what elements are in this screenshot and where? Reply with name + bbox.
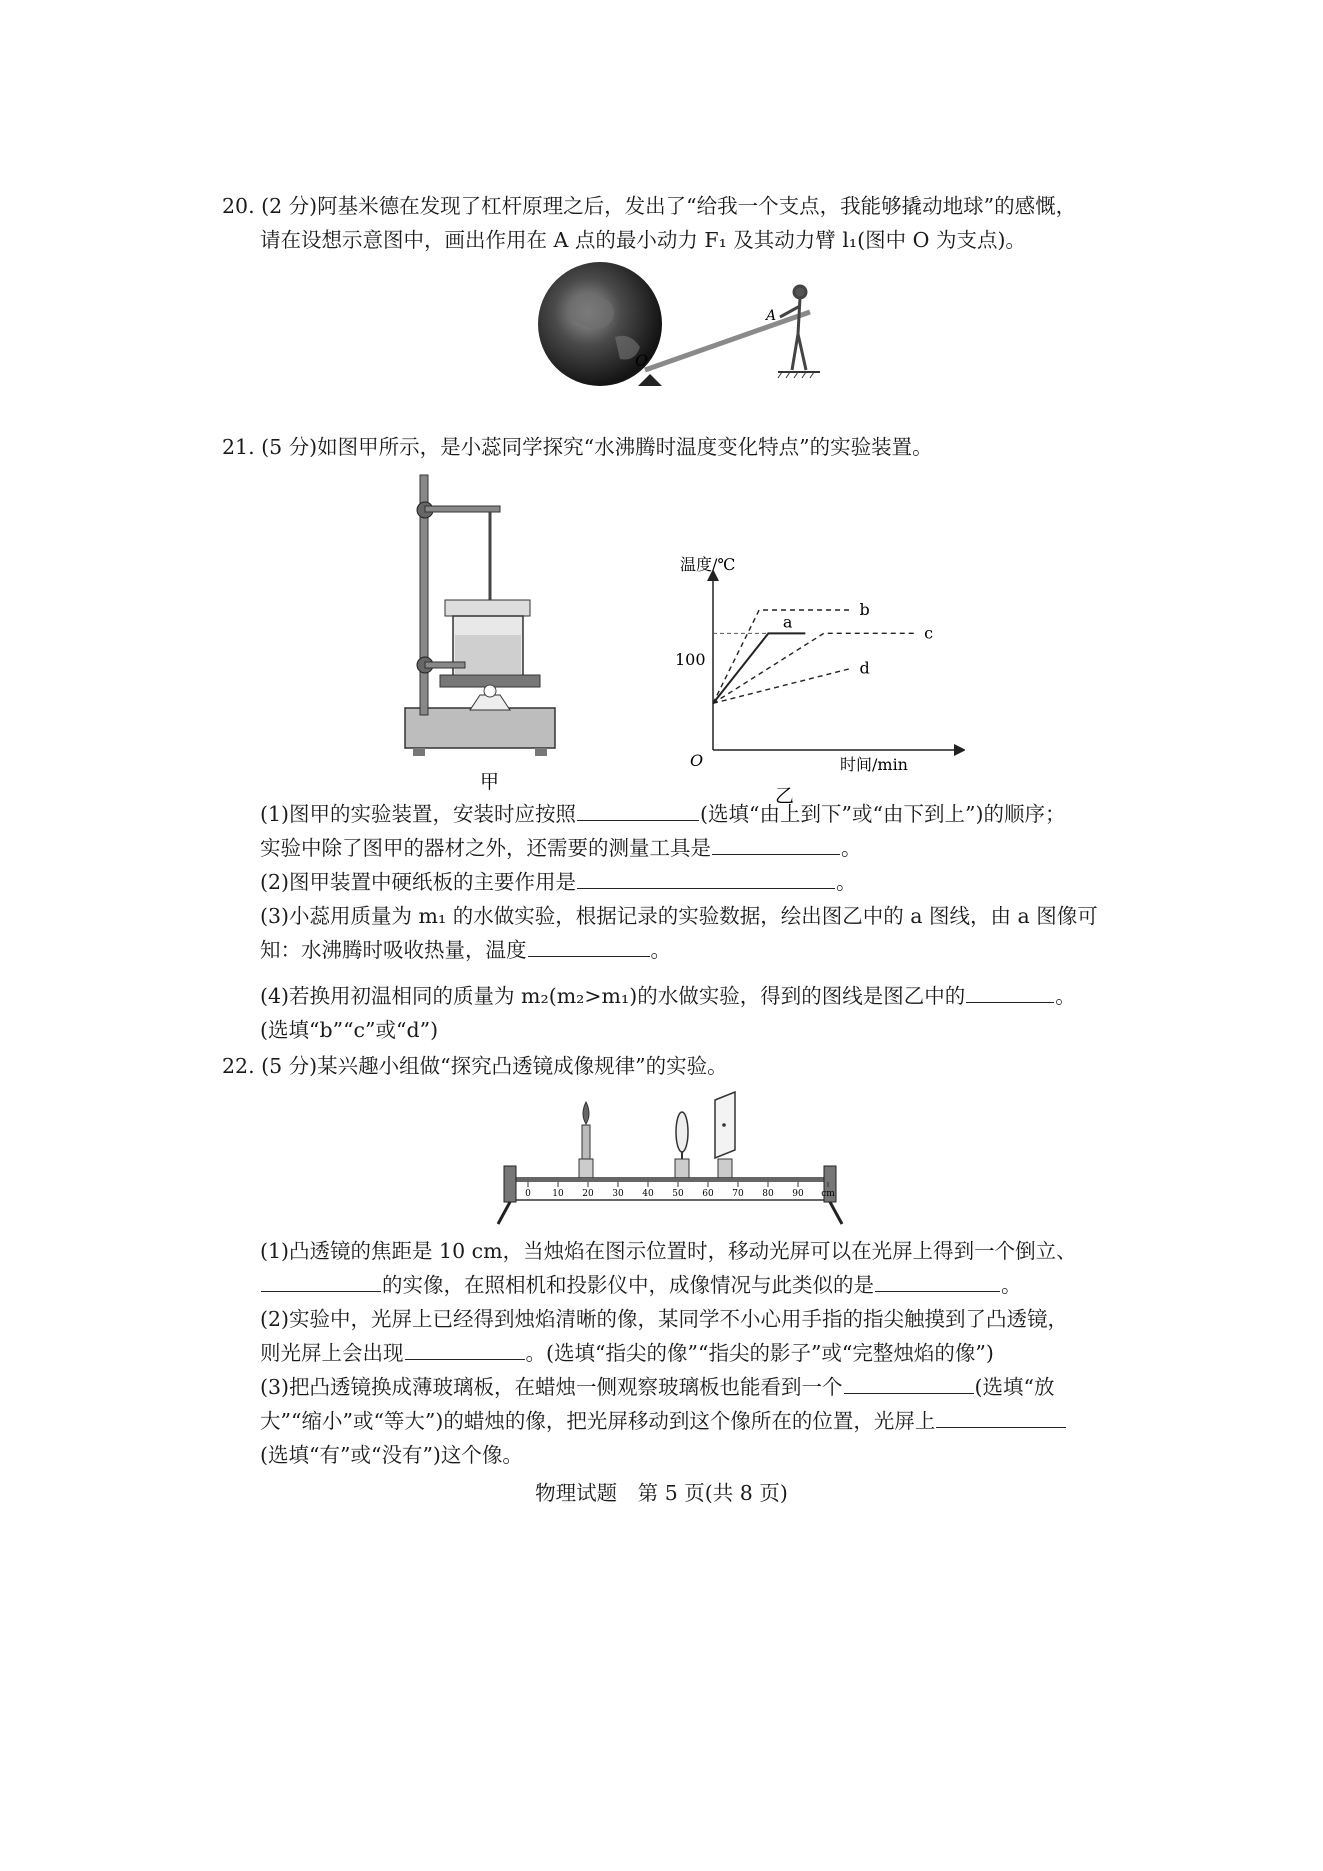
q21-intro: 21. (5 分)如图甲所示，是小蕊同学探究“水沸腾时温度变化特点”的实验装置。 [222, 435, 933, 459]
series-label-a: a [782, 612, 793, 632]
q22-p3b-pre: 大”“缩小”或“等大”)的蜡烛的像，把光屏移动到这个像所在的位置，光屏上 [260, 1409, 936, 1433]
q21-blank-5[interactable] [966, 982, 1054, 1003]
chart-xlabel: 时间/min [840, 755, 908, 774]
ruler-tick-label: 90 [792, 1189, 804, 1199]
q22-p1b-post: 。 [1001, 1273, 1022, 1297]
ruler-tick-label: cm [821, 1189, 835, 1199]
caption-jia: 甲 [480, 771, 500, 793]
page-footer: 物理试题 第 5 页(共 8 页) [535, 1481, 788, 1505]
q21-blank-3[interactable] [577, 868, 835, 889]
ruler-tick-label: 40 [642, 1189, 654, 1199]
q22-p2b-post: 。(选填“指尖的像”“指尖的影子”或“完整烛焰的像”) [525, 1341, 994, 1365]
q21-p1b-pre: 实验中除了图甲的器材之外，还需要的测量工具是 [260, 836, 711, 860]
q21-p1a [260, 800, 1065, 828]
q22-p3a-pre: (3)把凸透镜换成薄玻璃板，在蜡烛一侧观察玻璃板也能看到一个 [260, 1375, 843, 1399]
candle [582, 1125, 590, 1159]
optical-bench-figure [490, 1080, 860, 1230]
q21-p2-pre: (2)图甲装置中硬纸板的主要作用是 [260, 870, 577, 894]
q20-line2: 请在设想示意图中，画出作用在 A 点的最小动力 F₁ 及其动力臂 l₁(图中 O 为支点)。 [260, 228, 1026, 252]
label-O: O [635, 351, 649, 370]
series-line-d [713, 668, 851, 703]
q21-blank-4[interactable] [528, 936, 650, 957]
q21-p3b-pre: 知：水沸腾时吸收热量，温度 [260, 938, 527, 962]
q21-blank-1[interactable] [577, 800, 699, 821]
q20-line1: 20. (2 分)阿基米德在发现了杠杆原理之后，发出了“给我一个支点，我能够撬动地球”的感慨， [222, 194, 1077, 218]
ruler-tick-label: 20 [582, 1189, 594, 1199]
ruler-tick-label: 80 [762, 1189, 774, 1199]
q21-p4a-post: 。 [1055, 984, 1076, 1008]
series-label-b: b [859, 600, 870, 619]
chart-origin: O [690, 751, 704, 770]
q21-p1b-post: 。 [841, 836, 862, 860]
q21-blank-2[interactable] [712, 834, 840, 855]
caption-yi: 乙 [775, 785, 795, 807]
series-label-c: c [924, 623, 934, 643]
series-line-c [713, 633, 916, 703]
q22-blank-5[interactable] [936, 1407, 1066, 1428]
ruler-tick-label: 70 [732, 1189, 744, 1199]
ruler-tick-label: 30 [612, 1189, 624, 1199]
ruler-tick-label: 0 [525, 1189, 531, 1199]
q22-p2b-pre: 则光屏上会出现 [260, 1341, 404, 1365]
q22-p3a-post: (选填“放 [974, 1375, 1055, 1399]
fulcrum [638, 374, 662, 386]
q22-p2b [260, 1339, 994, 1367]
q22-p3b [260, 1407, 1067, 1435]
q21-p2-post: 。 [836, 870, 857, 894]
series-label-d: d [859, 658, 870, 678]
chart-ytick-100: 100 [675, 650, 706, 669]
lever-earth-figure [530, 262, 850, 392]
series-line-a [713, 633, 805, 703]
q22-p3c: (选填“有”或“没有”)这个像。 [260, 1443, 523, 1467]
q21-p3a: (3)小蕊用质量为 m₁ 的水做实验，根据记录的实验数据，绘出图乙中的 a 图线，由 a 图像可 [260, 904, 1098, 928]
q21-p2 [260, 868, 857, 896]
q22-p1b [260, 1271, 1022, 1299]
ruler-tick-label: 50 [672, 1189, 684, 1199]
q22-intro: 22. (5 分)某兴趣小组做“探究凸透镜成像规律”的实验。 [222, 1054, 728, 1078]
q21-p1b [260, 834, 862, 862]
chart-ylabel: 温度/℃ [680, 555, 736, 574]
q21-p1a-pre: (1)图甲的实验装置，安装时应按照 [260, 802, 577, 826]
boiling-apparatus-figure [385, 470, 575, 810]
q21-p3b-post: 。 [650, 938, 671, 962]
ruler-tick-label: 10 [552, 1189, 564, 1199]
q22-blank-2[interactable] [875, 1271, 1000, 1292]
q22-p1b-mid: 的实像，在照相机和投影仪中，成像情况与此类似的是 [382, 1273, 874, 1297]
q21-p4b: (选填“b”“c”或“d”) [260, 1018, 439, 1042]
person-figure [780, 286, 806, 370]
temperature-time-chart [655, 540, 965, 810]
q22-p2a: (2)实验中，光屏上已经得到烛焰清晰的像，某同学不小心用手指的指尖触摸到了凸透镜， [260, 1307, 1069, 1331]
q22-p3a [260, 1373, 1055, 1401]
ruler-tick-label: 60 [702, 1189, 714, 1199]
candle-flame [583, 1102, 589, 1124]
q22-p1a: (1)凸透镜的焦距是 10 cm，当烛焰在图示位置时，移动光屏可以在光屏上得到一个倒立、 [260, 1239, 1077, 1263]
lever-bar [645, 312, 810, 370]
q21-p4a [260, 982, 1076, 1010]
q22-blank-3[interactable] [405, 1339, 525, 1360]
q21-p4a-pre: (4)若换用初温相同的质量为 m₂(m₂>m₁)的水做实验，得到的图线是图乙中的 [260, 984, 966, 1008]
q21-p1a-post: (选填“由上到下”或“由下到上”)的顺序； [700, 802, 1066, 826]
q22-blank-4[interactable] [844, 1373, 974, 1394]
q22-blank-1[interactable] [261, 1271, 381, 1292]
q21-p3b [260, 936, 671, 964]
convex-lens [676, 1112, 688, 1152]
label-A: A [766, 308, 777, 324]
